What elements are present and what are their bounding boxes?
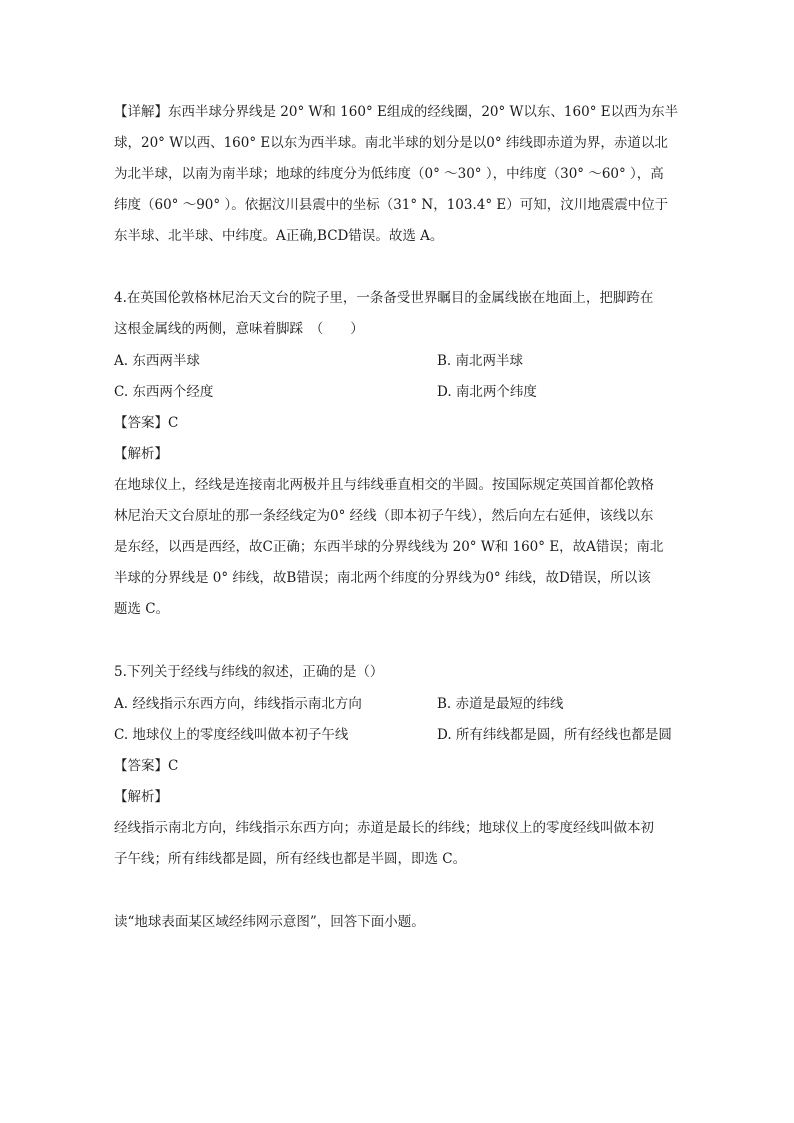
question-5-answer: 【答案】C	[114, 758, 179, 774]
analysis-line: 是东经，以西是西经，故C正确；东西半球的分界线线为 20° W和 160° E，故A错误；南北	[114, 539, 664, 555]
question-4-stem	[114, 283, 682, 345]
question-5-options-row-2	[114, 720, 714, 751]
detail-line: 为北半球，以南为南半球；地球的纬度分为低纬度（0° ～30° ），中纬度（30° ～60° ），高	[114, 166, 664, 182]
analysis-line: 子午线；所有纬线都是圆，所有经线也都是半圆，即选 C。	[114, 851, 467, 867]
question-4-options-row-1	[114, 346, 714, 377]
option-c: C. 东西两个经度	[114, 384, 214, 400]
option-c: C. 地球仪上的零度经线叫做本初子午线	[114, 727, 349, 743]
question-stem-line: 这根金属线的两侧，意味着脚踩 （ ）	[114, 321, 364, 337]
option-b: B. 赤道是最短的纬线	[437, 696, 564, 712]
question-stem-line: 5.下列关于经线与纬线的叙述，正确的是（）	[114, 664, 384, 680]
reading-instruction: 读“地球表面某区域经纬网示意图”，回答下面小题。	[114, 914, 425, 930]
analysis-line: 林尼治天文台原址的那一条经线定为0° 经线（即本初子午线），然后向左右延伸，该线以东	[114, 508, 654, 524]
analysis-line: 题选 C。	[114, 601, 170, 617]
analysis-line: 在地球仪上，经线是连接南北两极并且与纬线垂直相交的半圆。按国际规定英国首都伦敦格	[114, 477, 654, 493]
detail-line: 【详解】东西半球分界线是 20° W和 160° E组成的经线圈，20° W以东、160° E以西为东半	[114, 104, 679, 120]
question-5-analysis-label: 【解析】	[114, 789, 168, 805]
question-5-stem	[114, 657, 682, 688]
question-stem-line: 4.在英国伦敦格林尼治天文台的院子里，一条备受世界瞩目的金属线嵌在地面上，把脚跨在	[114, 290, 654, 306]
question-4-answer: 【答案】C	[114, 415, 179, 431]
option-b: B. 南北两半球	[437, 353, 524, 369]
analysis-line: 经线指示南北方向，纬线指示东西方向；赤道是最长的纬线；地球仪上的零度经线叫做本初	[114, 820, 654, 836]
analysis-line: 半球的分界线是 0° 纬线，故B错误；南北两个纬度的分界线为0° 纬线，故D错误，所以该	[114, 570, 651, 586]
question-4-analysis	[114, 470, 682, 625]
option-a: A. 东西两半球	[114, 353, 200, 369]
option-d: D. 南北两个纬度	[437, 384, 537, 400]
question-5-options-row-1	[114, 689, 714, 720]
question-4-options-row-2	[114, 377, 714, 408]
detail-line: 纬度（60° ～90° ）。依据汶川县震中的坐标（31° N，103.4° E）可知，汶川地震震中位于	[114, 197, 669, 213]
detail-line: 东半球、北半球、中纬度。A正确,BCD错误。故选 A。	[114, 228, 444, 244]
question-5-analysis	[114, 813, 682, 875]
question-4-analysis-label: 【解析】	[114, 446, 168, 462]
option-d: D. 所有纬线都是圆，所有经线也都是圆	[437, 727, 672, 743]
detail-line: 球，20° W以西、160° E以东为西半球。南北半球的划分是以0° 纬线即赤道为界，赤道以北	[114, 135, 668, 151]
detail-explanation	[114, 97, 682, 252]
option-a: A. 经线指示东西方向，纬线指示南北方向	[114, 696, 362, 712]
